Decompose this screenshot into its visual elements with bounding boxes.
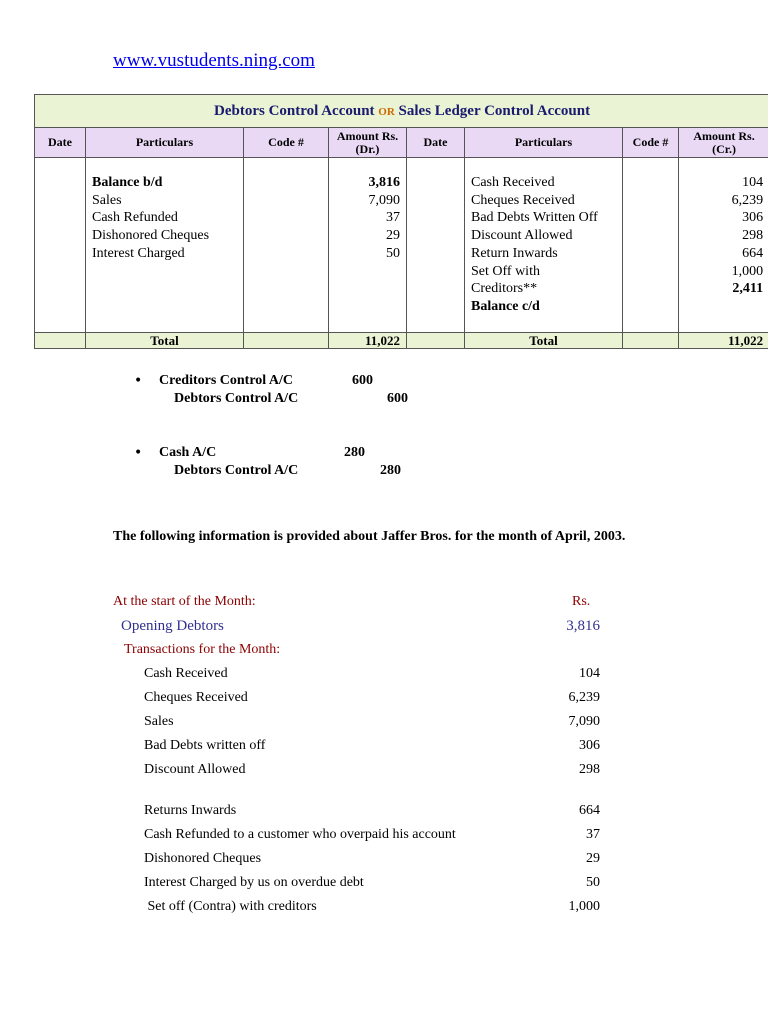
transaction-value: 306: [579, 738, 600, 753]
journal-debit-amount: 280: [344, 445, 365, 460]
debit-particular: Sales: [92, 192, 122, 208]
journal-credit-amount: 600: [387, 391, 408, 406]
debit-particulars: [86, 158, 244, 333]
transaction-label: Discount Allowed: [144, 762, 246, 777]
debit-amounts: [329, 158, 407, 333]
body-code-cr: [623, 158, 679, 333]
credit-particular: Discount Allowed: [471, 228, 573, 244]
debit-amount: 37: [386, 210, 400, 226]
total-code-cr: [623, 333, 679, 349]
transaction-label: Set off (Contra) with creditors: [144, 899, 317, 914]
debit-amount: 3,816: [368, 175, 400, 190]
header-code-cr: Code #: [623, 128, 679, 158]
ledger-title-right: Sales Ledger Control Account: [398, 102, 591, 119]
transaction-value: 29: [586, 851, 600, 866]
transaction-label: Interest Charged by us on overdue debt: [144, 875, 364, 890]
credit-amount: 306: [742, 210, 764, 226]
header-amount-cr: [679, 128, 768, 158]
credit-particular: Bad Debts Written Off: [471, 210, 598, 226]
transaction-value: 298: [579, 762, 600, 777]
credit-particular: Creditors**: [471, 281, 538, 297]
total-date-dr: [35, 333, 86, 349]
header-code-dr: Code #: [244, 128, 329, 158]
debtors-control-account-table: [34, 94, 768, 349]
total-amount-cr: 11,022: [679, 333, 768, 349]
credit-particular: Balance c/d: [471, 298, 540, 314]
ledger-title: [35, 95, 768, 128]
journal-debit-account: Cash A/C: [159, 445, 217, 460]
transaction-label: Returns Inwards: [144, 803, 237, 818]
journal-debit-account: Creditors Control A/C: [159, 373, 294, 388]
transaction-value: 104: [579, 666, 600, 681]
header-date-dr: Date: [35, 128, 86, 158]
transaction-label: Sales: [144, 714, 174, 729]
total-label-cr: Total: [465, 333, 623, 349]
total-code-dr: [244, 333, 329, 349]
journal-credit-account: Debtors Control A/C: [174, 391, 299, 406]
transactions-label: Transactions for the Month:: [124, 642, 281, 657]
credit-particular: Cheques Received: [471, 192, 575, 208]
transaction-value: 6,239: [568, 690, 600, 705]
total-label-dr: Total: [86, 333, 244, 349]
header-particulars-dr: Particulars: [86, 128, 244, 158]
transaction-value: 664: [579, 803, 600, 818]
ledger-title-or: OR: [378, 105, 395, 118]
header-date-cr: Date: [407, 128, 465, 158]
credit-amount: 6,239: [731, 192, 764, 208]
intro-paragraph: The following information is provided about Jaffer Bros. for the month of April, 2003.: [113, 529, 626, 544]
credit-amount: 2,411: [732, 281, 764, 297]
currency-label: Rs.: [572, 594, 591, 609]
credit-particular: Set Off with: [471, 263, 540, 279]
transaction-label: Dishonored Cheques: [144, 851, 262, 866]
bullet-icon: •: [134, 373, 143, 389]
opening-debtors-label: Opening Debtors: [121, 618, 224, 634]
debit-particular: Cash Refunded: [92, 210, 178, 226]
credit-particular: Return Inwards: [471, 245, 558, 261]
body-date-dr: [35, 158, 86, 333]
credit-amount: 298: [742, 228, 764, 244]
total-date-cr: [407, 333, 465, 349]
transaction-value: 37: [586, 827, 600, 842]
start-of-month-label: At the start of the Month:: [113, 594, 256, 609]
transaction-value: 1,000: [568, 899, 600, 914]
transaction-value: 50: [586, 875, 600, 890]
credit-amounts: [679, 158, 768, 333]
credit-particular: Cash Received: [471, 175, 555, 190]
debit-particular: Interest Charged: [92, 245, 185, 261]
credit-particulars: [465, 158, 623, 333]
journal-credit-account: Debtors Control A/C: [174, 463, 299, 478]
transaction-label: Cheques Received: [144, 690, 248, 705]
debit-amount: 50: [386, 245, 400, 261]
debit-particular: Dishonored Cheques: [92, 228, 210, 244]
opening-debtors-value: 3,816: [566, 618, 600, 634]
vustudents-link[interactable]: www.vustudents.ning.com: [113, 50, 315, 71]
header-amount-dr: [329, 128, 407, 158]
debit-particular: Balance b/d: [92, 175, 163, 190]
ledger-title-left: Debtors Control Account: [214, 102, 375, 119]
credit-amount: 664: [742, 245, 764, 261]
header-amount-cr-line2: (Cr.): [712, 141, 736, 156]
header-amount-dr-line2: (Dr.): [355, 141, 380, 156]
body-date-cr: [407, 158, 465, 333]
transaction-label: Bad Debts written off: [144, 738, 266, 753]
debit-amount: 29: [386, 228, 400, 244]
header-particulars-cr: Particulars: [465, 128, 623, 158]
transaction-value: 7,090: [568, 714, 600, 729]
debit-amount: 7,090: [368, 192, 400, 208]
journal-debit-amount: 600: [352, 373, 373, 388]
transaction-label: Cash Refunded to a customer who overpaid his account: [144, 827, 456, 842]
header-amount-cr-line1: Amount Rs.: [693, 128, 755, 143]
bullet-icon: •: [134, 445, 143, 461]
body-code-dr: [244, 158, 329, 333]
journal-credit-amount: 280: [380, 463, 401, 478]
transaction-label: Cash Received: [144, 666, 228, 681]
header-amount-dr-line1: Amount Rs.: [336, 128, 399, 143]
total-amount-dr: 11,022: [329, 333, 407, 349]
credit-amount: 104: [742, 175, 764, 190]
credit-amount: 1,000: [731, 263, 764, 279]
